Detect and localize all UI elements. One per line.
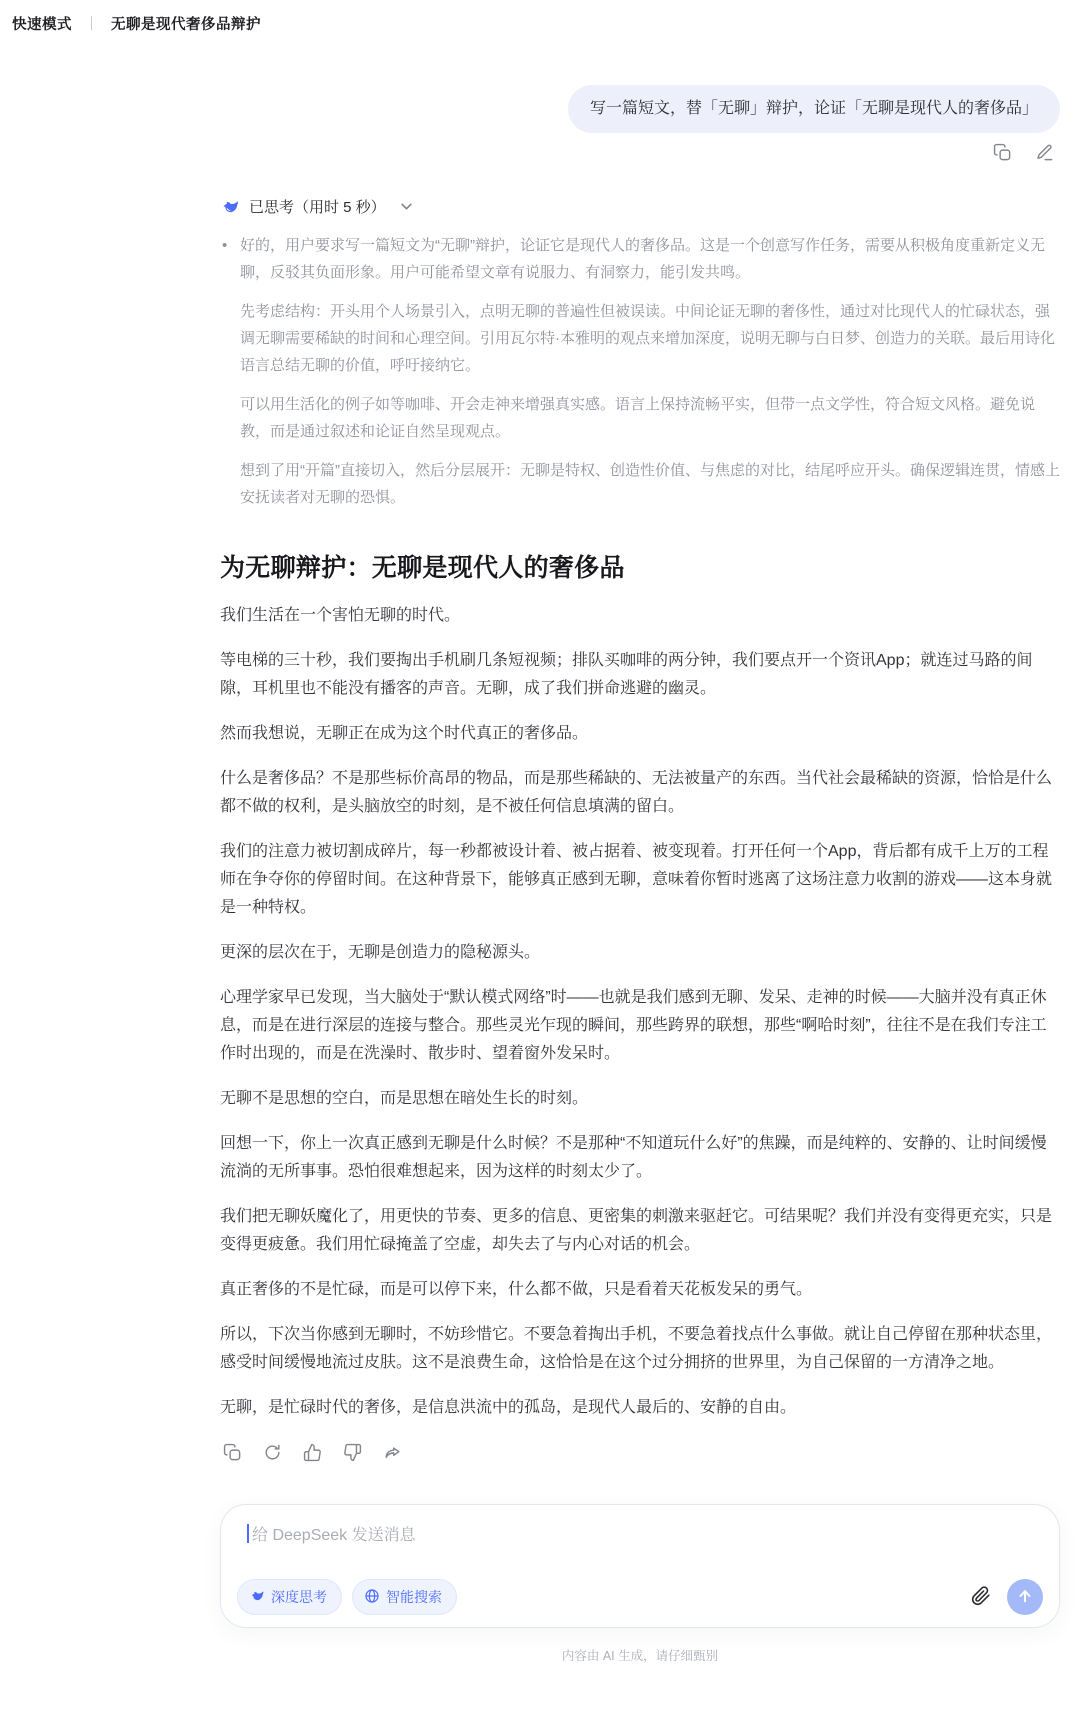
regenerate-icon bbox=[263, 1443, 282, 1465]
composer-right-controls bbox=[971, 1579, 1043, 1615]
paperclip-icon bbox=[971, 1586, 991, 1609]
copy-response-button[interactable] bbox=[222, 1444, 242, 1464]
user-message-bubble: 写一篇短文，替「无聊」辩护，论证「无聊是现代人的奢侈品」 bbox=[568, 85, 1060, 133]
article-paragraph: 我们生活在一个害怕无聊的时代。 bbox=[220, 607, 461, 624]
send-button[interactable] bbox=[1007, 1579, 1043, 1615]
deepseek-logo-icon bbox=[249, 1588, 265, 1607]
composer bbox=[220, 1504, 1060, 1628]
copy-message-button[interactable] bbox=[992, 144, 1012, 164]
smart-search-label: 智能搜索 bbox=[386, 1589, 442, 1605]
thought-paragraph: 先考虑结构：开头用个人场景引入，点明无聊的普遍性但被误读。中间论证无聊的奢侈性，通过对比现代人的忙碌状态，强调无聊需要稀缺的时间和心理空间。引用瓦尔特·本雅明的观点来增加深度，说明无聊与白日梦、创造力的关联。最后用诗化语言总结无聊的价值，呼吁接纳它。 bbox=[240, 303, 1056, 374]
edit-message-button[interactable] bbox=[1034, 144, 1054, 164]
topbar-separator: ｜ bbox=[87, 17, 96, 33]
globe-icon bbox=[364, 1588, 380, 1607]
thumbs-down-icon bbox=[343, 1443, 362, 1465]
chat-column bbox=[220, 0, 1060, 1664]
user-message-row bbox=[220, 85, 1060, 133]
input-placeholder: 给 DeepSeek 发送消息 bbox=[252, 1527, 416, 1544]
thumbs-up-button[interactable] bbox=[302, 1444, 322, 1464]
ai-disclaimer: 内容由 AI 生成，请仔细甄别 bbox=[561, 1649, 719, 1663]
attach-file-button[interactable] bbox=[971, 1586, 991, 1609]
conversation-title: 无聊是现代奢侈品辩护 bbox=[111, 17, 261, 33]
thought-paragraph: 可以用生活化的例子如等咖啡、开会走神来增强真实感。语言上保持流畅平实，但带一点文学性，符合短文风格。避免说教，而是通过叙述和论证自然呈现观点。 bbox=[240, 396, 1036, 440]
user-message-actions bbox=[220, 144, 1060, 164]
thought-content bbox=[220, 232, 1060, 511]
share-button[interactable] bbox=[382, 1444, 402, 1464]
thought-toggle[interactable] bbox=[220, 196, 414, 217]
thought-paragraph: 好的，用户要求写一篇短文为“无聊”辩护，论证它是现代人的奢侈品。这是一个创意写作任务，需要从积极角度重新定义无聊，反驳其负面形象。用户可能希望文章有说服力、有洞察力，能引发共鸣。 bbox=[240, 237, 1045, 281]
article-body bbox=[220, 602, 1060, 1422]
mode-label[interactable]: 快速模式 bbox=[12, 17, 72, 33]
thought-bullet: • bbox=[222, 237, 228, 254]
article-paragraph: 什么是奢侈品？不是那些标价高昂的物品，而是那些稀缺的、无法被量产的东西。当代社会最稀缺的资源，恰恰是什么都不做的权利，是头脑放空的时刻，是不被任何信息填满的留白。 bbox=[220, 770, 1053, 815]
message-input[interactable] bbox=[247, 1522, 1041, 1545]
copy-icon bbox=[223, 1443, 242, 1465]
smart-search-toggle[interactable] bbox=[352, 1579, 457, 1615]
send-arrow-icon bbox=[1016, 1587, 1034, 1608]
article-paragraph: 无聊不是思想的空白，而是思想在暗处生长的时刻。 bbox=[220, 1090, 589, 1107]
mode-pills bbox=[237, 1579, 457, 1615]
article-paragraph: 更深的层次在于，无聊是创造力的隐秘源头。 bbox=[220, 944, 541, 961]
article-paragraph: 然而我想说，无聊正在成为这个时代真正的奢侈品。 bbox=[220, 725, 589, 742]
share-icon bbox=[383, 1443, 402, 1465]
response-actions bbox=[220, 1444, 1060, 1464]
article-paragraph: 回想一下，你上一次真正感到无聊是什么时候？不是那种“不知道玩什么好”的焦躁，而是纯粹的、安静的、让时间缓慢流淌的无所事事。恐怕很难想起来，因为这样的时刻太少了。 bbox=[220, 1135, 1047, 1180]
copy-icon bbox=[993, 143, 1012, 165]
deep-think-toggle[interactable] bbox=[237, 1579, 342, 1615]
article-paragraph: 我们的注意力被切割成碎片，每一秒都被设计着、被占据着、被变现着。打开任何一个App，背后都有成千上万的工程师在争夺你的停留时间。在这种背景下，能够真正感到无聊，意味着你暂时逃离了这场注意力收割的游戏——这本身就是一种特权。 bbox=[220, 843, 1053, 916]
article-paragraph: 真正奢侈的不是忙碌，而是可以停下来，什么都不做，只是看着天花板发呆的勇气。 bbox=[220, 1281, 813, 1298]
regenerate-button[interactable] bbox=[262, 1444, 282, 1464]
thumbs-down-button[interactable] bbox=[342, 1444, 362, 1464]
thumbs-up-icon bbox=[303, 1443, 322, 1465]
deep-think-label: 深度思考 bbox=[271, 1589, 327, 1605]
edit-icon bbox=[1035, 143, 1054, 165]
deepseek-logo-icon bbox=[220, 197, 240, 217]
article-paragraph: 我们把无聊妖魔化了，用更快的节奏、更多的信息、更密集的刺激来驱赶它。可结果呢？我们并没有变得更充实，只是变得更疲惫。我们用忙碌掩盖了空虚，却失去了与内心对话的机会。 bbox=[220, 1208, 1053, 1253]
thought-paragraph: 想到了用“开篇”直接切入，然后分层展开：无聊是特权、创造性价值、与焦虑的对比，结尾呼应开头。确保逻辑连贯，情感上安抚读者对无聊的恐惧。 bbox=[240, 462, 1060, 506]
text-caret bbox=[247, 1524, 249, 1543]
chevron-down-icon bbox=[399, 199, 414, 214]
article-paragraph: 无聊，是忙碌时代的奢侈，是信息洪流中的孤岛，是现代人最后的、安静的自由。 bbox=[220, 1399, 797, 1416]
article-paragraph: 等电梯的三十秒，我们要掏出手机刷几条短视频；排队买咖啡的两分钟，我们要点开一个资讯App；就连过马路的间隙，耳机里也不能没有播客的声音。无聊，成了我们拼命逃避的幽灵。 bbox=[220, 652, 1033, 697]
article-paragraph: 心理学家早已发现，当大脑处于“默认模式网络”时——也就是我们感到无聊、发呆、走神的时候——大脑并没有真正休息，而是在进行深层的连接与整合。那些灵光乍现的瞬间，那些跨界的联想，那些“啊哈时刻”，往往不是在我们专注工作时出现的，而是在洗澡时、散步时、望着窗外发呆时。 bbox=[220, 989, 1047, 1062]
article-paragraph: 所以，下次当你感到无聊时，不妨珍惜它。不要急着掏出手机，不要急着找点什么事做。就让自己停留在那种状态里，感受时间缓慢地流过皮肤。这不是浪费生命，这恰恰是在这个过分拥挤的世界里，为自己保留的一方清净之地。 bbox=[220, 1326, 1053, 1371]
article-title: 为无聊辩护：无聊是现代人的奢侈品 bbox=[220, 554, 625, 582]
composer-toolbar bbox=[237, 1579, 1043, 1615]
thought-header-label: 已思考（用时 5 秒） bbox=[249, 199, 386, 216]
